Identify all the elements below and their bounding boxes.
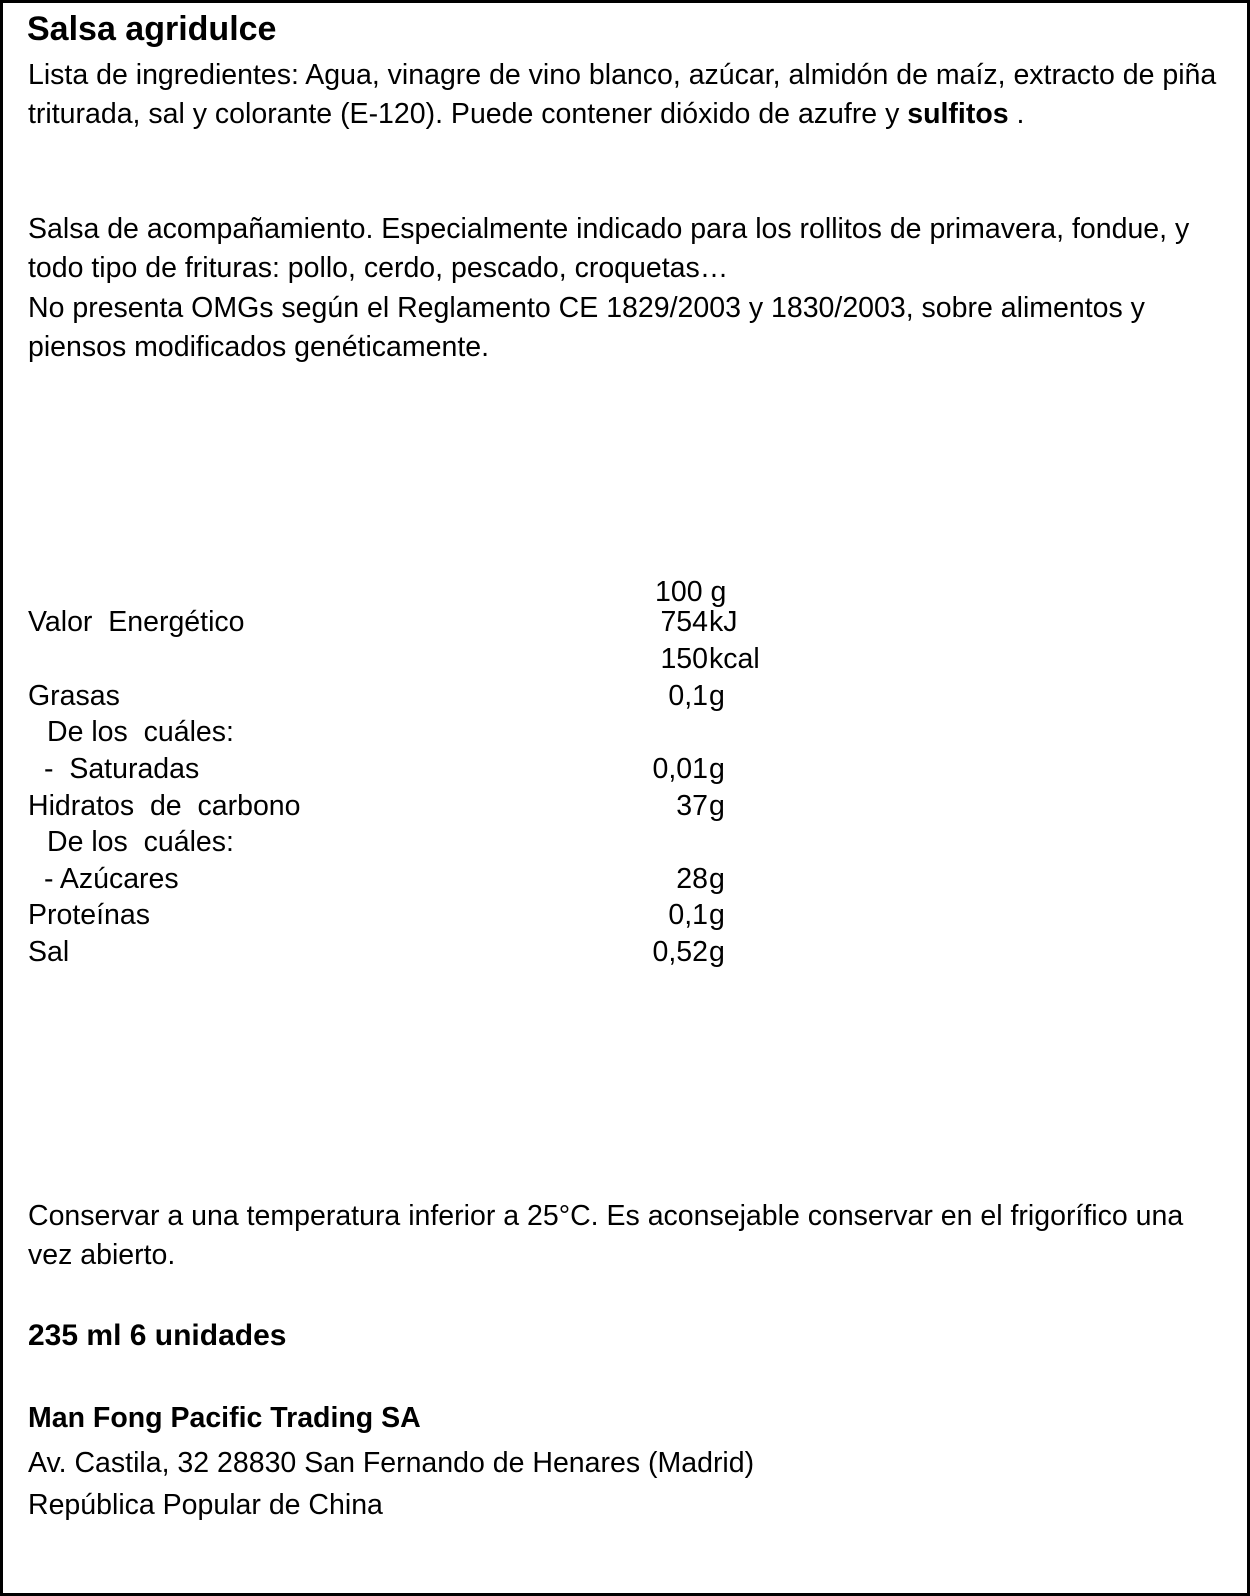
nutrition-header-100g: 100 g: [655, 576, 727, 608]
nutrition-value: 37: [676, 790, 708, 822]
nutrition-value: 28: [676, 863, 708, 895]
nutrition-value: 0,1: [668, 899, 708, 931]
company-country: República Popular de China: [28, 1489, 383, 1521]
nutrition-value: 150: [660, 643, 708, 675]
nutrition-unit: g: [709, 899, 725, 931]
nutrition-unit: g: [709, 680, 725, 712]
nutrition-value: 0,52: [652, 936, 708, 968]
usage-text: Salsa de acompañamiento. Especialmente indicado para los rollitos de primavera, fondue, y todo tipo de frituras: pollo, cerdo, pescado, croquetas…: [28, 213, 1190, 284]
nutrition-label: - Azúcares: [44, 863, 179, 895]
company-address: Av. Castila, 32 28830 San Fernando de Henares (Madrid): [28, 1447, 755, 1479]
nutrition-label: Sal: [28, 936, 70, 968]
nutrition-label: Hidratos de carbono: [28, 790, 301, 822]
nutrition-value: 0,01: [652, 753, 708, 785]
storage-text: Conservar a una temperatura inferior a 25°C. Es aconsejable conservar en el frigorífico una vez abierto.: [28, 1200, 1184, 1271]
nutrition-unit: g: [709, 790, 725, 822]
nutrition-label: De los cuáles:: [47, 716, 234, 748]
product-title: Salsa agridulce: [27, 10, 277, 48]
ingredients-suffix: .: [1008, 98, 1025, 130]
gmo-text: No presenta OMGs según el Reglamento CE 1829/2003 y 1830/2003, sobre alimentos y piensos modificados genéticamente.: [28, 292, 1145, 363]
quantity-text: 235 ml 6 unidades: [28, 1319, 287, 1352]
allergen-sulfitos: sulfitos: [907, 98, 1009, 130]
ingredients-prefix: Lista de ingredientes: Agua, vinagre de vino blanco, azúcar, almidón de maíz, extracto de piña triturada, sal y colorante (E-120). Puede contener dióxido de azufre y: [28, 59, 1217, 130]
nutrition-label: Proteínas: [28, 899, 150, 931]
nutrition-unit: kcal: [709, 643, 760, 675]
nutrition-unit: g: [709, 936, 725, 968]
nutrition-unit: g: [709, 753, 725, 785]
nutrition-label: Grasas: [28, 680, 120, 712]
nutrition-label: - Saturadas: [44, 753, 200, 785]
nutrition-table: [28, 576, 828, 968]
nutrition-unit: kJ: [709, 606, 738, 638]
ingredients-text: [28, 56, 1218, 134]
nutrition-value: 754: [660, 606, 708, 638]
company-name: Man Fong Pacific Trading SA: [28, 1402, 421, 1434]
nutrition-label: De los cuáles:: [47, 826, 234, 858]
nutrition-value: 0,1: [668, 680, 708, 712]
nutrition-unit: g: [709, 863, 725, 895]
nutrition-label: Valor Energético: [28, 606, 245, 638]
